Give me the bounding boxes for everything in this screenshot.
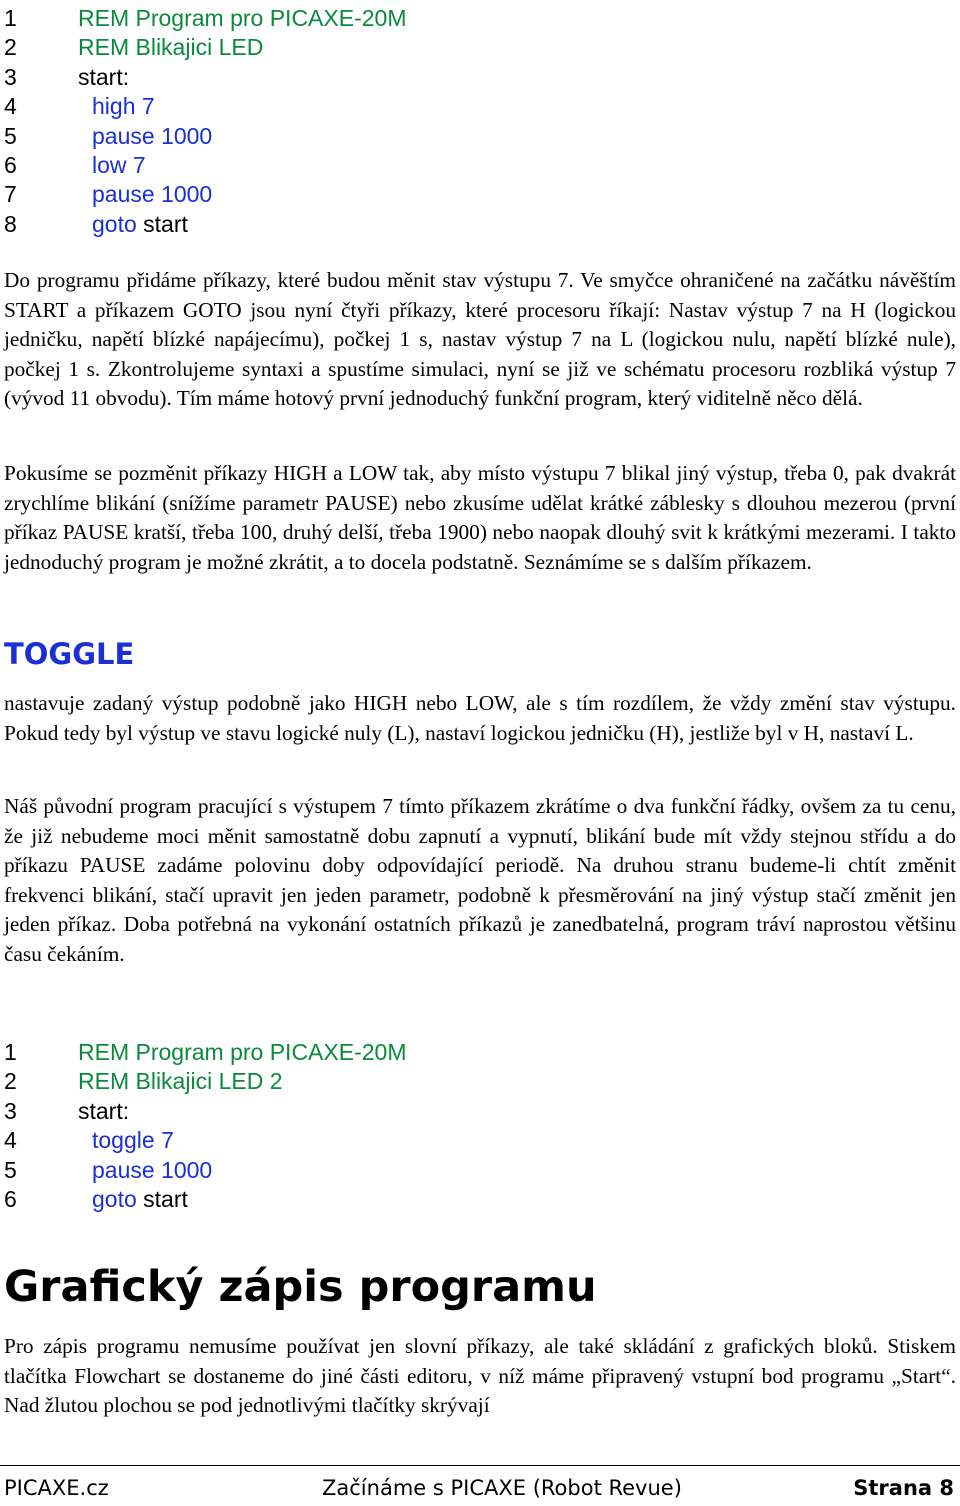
section-heading: Grafický zápis programu [4,1262,597,1312]
code-line: 7 pause 1000 [4,181,213,208]
code-remark: REM Program pro PICAXE-20M [78,5,407,31]
paragraph-4: Náš původní program pracující s výstupem 7 tímto příkazem zkrátíme o dva funkční řádky, ovšem za tu cenu, že již nebudeme moci měnit samostatně dobu zapnutí a vypnutí, blikání bude mít vždy stejnou střídu a do příkazu PAUSE zadáme polovinu doby odpovídající periodě. Na druhou stranu budeme-li chtít změnit frekvenci blikání, stačí upravit jen jeden parametr, podobně k přesměrování na jiný výstup stačí změnit jen jeden příkaz. Doba potřebná na vykonání ostatních příkazů je zanedbatelná, program tráví naprostou většinu času čekáním. [4,794,956,966]
code-label: start: [78,63,130,90]
code-arg: 1000 [161,122,213,149]
code-keyword: low [92,151,127,178]
code-arg: start [143,210,188,237]
code-keyword: pause [92,122,155,149]
paragraph-2: Pokusíme se pozměnit příkazy HIGH a LOW tak, aby místo výstupu 7 blikal jiný výstup, třeba 0, pak dvakrát zrychlíme blikání (snížíme parametr PAUSE) nebo zkusíme udělat krátké záblesky s dlouhou mezerou (první příkaz PAUSE kratší, třeba 100, druhý delší, třeba 1900) nebo naopak dlouhý svit k krátkými mezerami. I takto jednoduchý program je možné zkrátit, a to docela podstatně. Seznámíme se s dalším příkazem. [4,461,956,574]
code-listing-1 [4,4,406,239]
code-keyword: goto [92,210,137,237]
code-line: 2 REM Blikajici LED 2 [4,1068,283,1095]
code-line: 1 REM Program pro PICAXE-20M [4,5,407,31]
code-arg: 1000 [161,181,213,208]
code-arg: 1000 [161,1156,213,1183]
code-line: 4 high 7 [4,93,155,120]
code-listing-2 [4,1038,406,1214]
code-label: start: [78,1097,130,1124]
code-line: 6 low 7 [4,151,146,178]
code-line: 3 start: [4,1097,130,1124]
code-arg: 7 [132,151,146,178]
footer-title: Začínáme s PICAXE (Robot Revue) [322,1476,682,1500]
code-line: 5 pause 1000 [4,1156,213,1183]
code-line: 8 goto start [4,210,188,237]
code-keyword: goto [92,1185,137,1212]
paragraph-1: Do programu přidáme příkazy, které budou měnit stav výstupu 7. Ve smyčce ohraničené na začátku návěštím START a příkazem GOTO jsou nyní čtyři příkazy, které procesoru říkají: Nastav výstup 7 na H (logickou jedničku, napětí blízké napájecímu), počkej 1 s, nastav výstup 7 na L (logickou nulu, napětí blízké nule), počkej 1 s. Zkontrolujeme syntaxi a spustíme simulaci, nyní se již ve schématu procesoru rozbliká výstup 7 (vývod 11 obvodu). Tím máme hotový první jednoduchý funkční program, který viditelně něco dělá. [4,268,956,410]
footer-site: PICAXE.cz [4,1476,109,1500]
code-keyword: toggle [92,1127,155,1154]
code-keyword: pause [92,1156,155,1183]
code-arg: 7 [161,1127,174,1154]
code-keyword: pause [92,181,155,208]
code-remark: REM Program pro PICAXE-20M [78,1039,407,1065]
code-line: 6 goto start [4,1185,188,1212]
code-line: 4 toggle 7 [4,1127,174,1154]
code-remark: REM Blikajici LED 2 [78,1068,283,1095]
toggle-heading: TOGGLE [4,637,135,671]
paragraph-5: Pro zápis programu nemusíme používat jen slovní příkazy, ale také skládání z grafických bloků. Stiskem tlačítka Flowchart se dostaneme do jiné části editoru, v níž máme připravený vstupní bod programu „Start“. Nad žlutou plochou se pod jednotlivými tlačítky skrývají [4,1334,956,1417]
footer-divider [0,1465,960,1466]
code-line: 2 REM Blikajici LED [4,34,264,61]
code-line: 1 REM Program pro PICAXE-20M [4,1039,407,1065]
code-arg: 7 [141,93,155,120]
code-line: 3 start: [4,63,130,90]
paragraph-3: nastavuje zadaný výstup podobně jako HIGH nebo LOW, ale s tím rozdílem, že vždy změní stav výstupu. Pokud tedy byl výstup ve stavu logické nuly (L), nastaví logickou jedničku (H), jestliže byl v H, nastaví L. [4,691,956,745]
code-remark: REM Blikajici LED [78,34,264,61]
code-keyword: high [92,93,136,120]
footer-page-number: Strana 8 [853,1476,954,1500]
code-arg: start [143,1185,188,1212]
code-line: 5 pause 1000 [4,122,213,149]
